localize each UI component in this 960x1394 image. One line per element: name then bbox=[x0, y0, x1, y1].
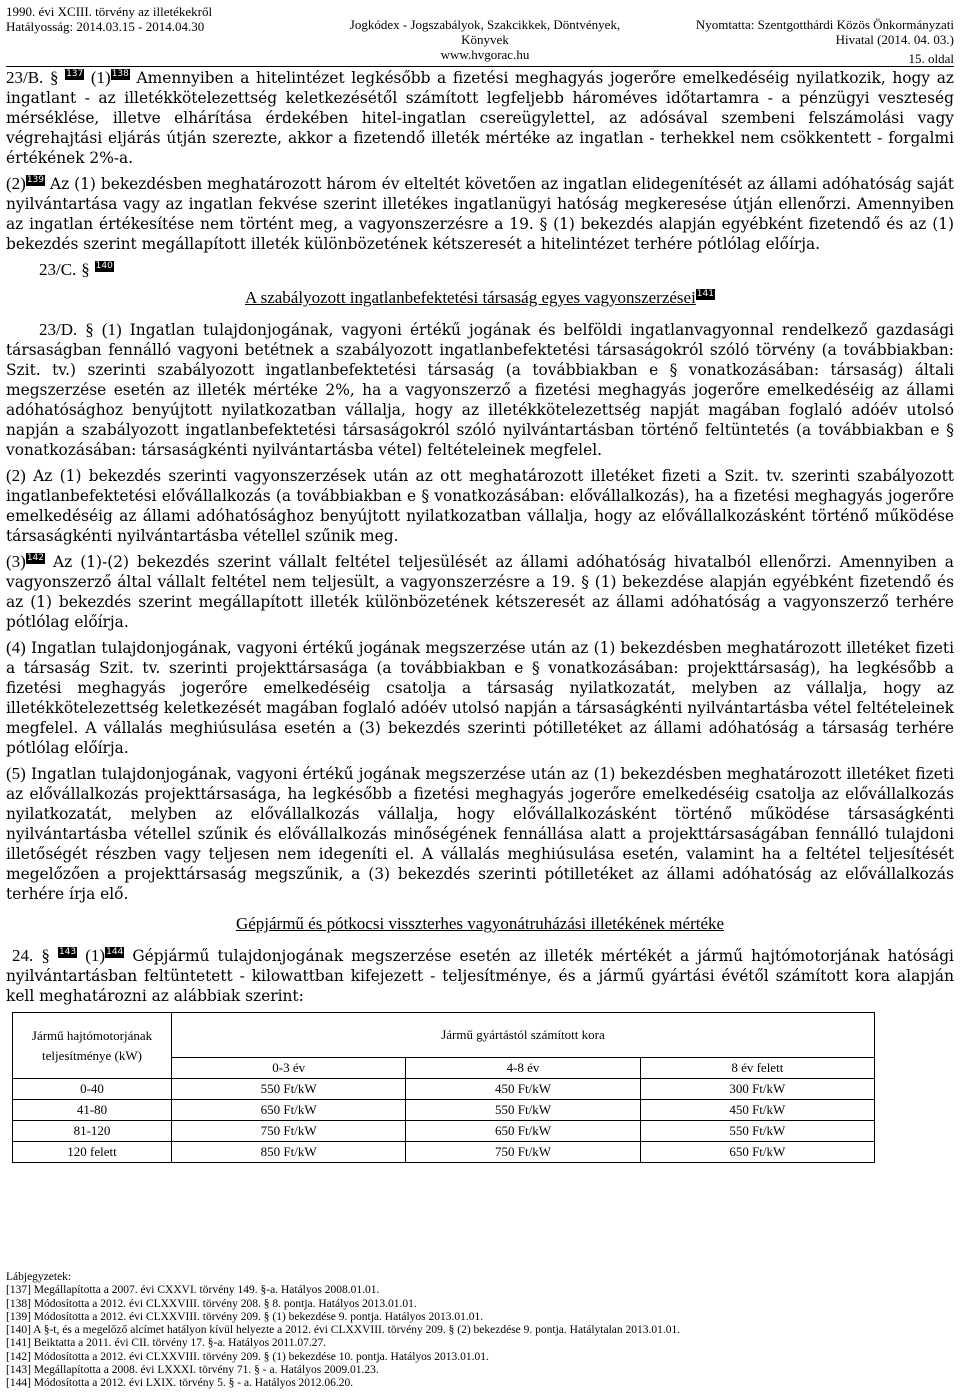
paragraph-number: (3) bbox=[6, 552, 26, 571]
footnote-item: [137] Megállapította a 2007. évi CXXVI. törvény 149. §-a. Hatályos 2008.01.01. bbox=[6, 1284, 380, 1297]
paragraph-text: Az (1)-(2) bekezdés szerint vállalt feltétel teljesülését az állami adóhatóság hivatalból ellenőrzi. Amennyiben a vagyonszerző által vállalt feltétel nem teljesült, a vagyonszerzésre a 19. § (1) bekezdése alapján egyébként fizetendő és az (1) bekezdés szerint megállapított illeték különbözetének kétszeresét az állami adóhatóság a vagyonszerző terhére pótlólag előírja. bbox=[6, 553, 954, 631]
table-cell: 81-120 bbox=[13, 1121, 172, 1142]
paragraph-number: (1) bbox=[85, 946, 106, 965]
table-cell: 650 Ft/kW bbox=[406, 1121, 640, 1142]
paragraph-23b-1 bbox=[6, 68, 954, 168]
subtitle-text: A szabályozott ingatlanbefektetési társaság egyes vagyonszerzései bbox=[245, 288, 696, 307]
document-body bbox=[6, 68, 954, 1163]
footnote-item: [142] Módosította a 2012. évi CLXXVIII. törvény 209. § (1) bekezdése 10. pontja. Hatályos 2013.01.01. bbox=[6, 1350, 489, 1363]
table-row bbox=[13, 1142, 875, 1163]
paragraph-23d-3 bbox=[6, 552, 954, 632]
footnote-item: [141] Beiktatta a 2011. évi CII. törvény 17. §-a. Hatályos 2011.07.27. bbox=[6, 1337, 327, 1350]
table-cell: 850 Ft/kW bbox=[172, 1142, 406, 1163]
paragraph-text: Ingatlan tulajdonjogának, vagyoni értékű jogának és belföldi ingatlanvagyonnal rendelkező gazdasági társaságban fennálló vagyoni betétnek a szabályozott ingatlanbefektetési társaságokról szóló törvény (a továbbiakban: Szit. tv.) szerinti szabályozott ingatlanbefektetési társaság (a továbbiakban e § vonatkozásában: társaság) általi megszerzése esetén az illeték mértéke 2%, ha a vagyonszerző a fizetési meghagyás jogerőre emelkedéséig az állami adóhatósághoz benyújtott nyilatkozatban vállalja, hogy az illetékkötelezettség napját magában foglaló adóév utolsó napján a szabályozott ingatlanbefektetési társaságokról szóló nyilvántartásban történő feltüntetés (a továbbiakban e § vonatkozásában: társaságkénti nyilvántartásba vétel) feltételeinek megfelel. bbox=[6, 321, 954, 459]
header-rule bbox=[6, 66, 954, 67]
table-cell: 650 Ft/kW bbox=[172, 1100, 406, 1121]
paragraph-text: Gépjármű tulajdonjogának megszerzése esetén az illeték mértékét a jármű hajtómotorjának hatósági nyilvántartásban feltüntetett - kilowattban kifejezett - teljesítménye, és a jármű gyártási évétől számított kora alapján kell meghatározni az alábbiak szerint: bbox=[6, 947, 954, 1005]
subtitle-24: Gépjármű és pótkocsi visszterhes vagyonátruházási illetékének mértéke bbox=[235, 914, 725, 933]
paragraph-23d-5 bbox=[6, 764, 954, 904]
table-cell: 0-40 bbox=[13, 1079, 172, 1100]
footnote-item: [139] Módosította a 2012. évi CLXXVIII. törvény 209. § (1) bekezdése 9. pontja. Hatályos 2013.01.01. bbox=[6, 1310, 484, 1323]
section-number: 24. bbox=[12, 946, 34, 965]
paragraph-text: Ingatlan tulajdonjogának, vagyoni értékű jogának megszerzése után az (1) bekezdésben meghatározott illetéket fizeti az elővállalkozás projekttársasága, ha legkésőbb a fizetési meghagyás jogerőre emelkedéséig csatolja az elővállalkozás nyilatkozatát, melyben az elővállalkozás vállalja, hogy elővállalkozásként történő működése társaságkénti nyilvántartásba vétellel szűnik és elővállalkozás minőségének fennállása alatt a projekttársaságában fennálló tulajdoni illetőségét részben vagy teljesen nem idegeníti el. A vállalás meghiúsulása esetén, valamint ha a feltétel teljesítését megelőzően a projekttársaság megszűnik, a (3) bekezdés szerinti pótilletéket az állami adóhatóság az elővállalkozás terhére írja elő. bbox=[6, 765, 954, 903]
section-sign: § bbox=[85, 320, 94, 339]
footnote-ref[interactable]: 140 bbox=[95, 261, 113, 271]
table-cell: 750 Ft/kW bbox=[172, 1121, 406, 1142]
table-cell: 300 Ft/kW bbox=[640, 1079, 874, 1100]
subtitle-23c bbox=[6, 288, 954, 308]
power-column-header: Jármű hajtómotorjának teljesítménye (kW) bbox=[13, 1013, 172, 1079]
table-cell: 41-80 bbox=[13, 1100, 172, 1121]
table-header-row bbox=[13, 1013, 875, 1058]
footnote-ref[interactable]: 142 bbox=[26, 553, 45, 563]
fee-table bbox=[12, 1012, 875, 1163]
printed-by: Hivatal (2014. 04. 03.) bbox=[835, 32, 954, 47]
footnote-ref[interactable]: 138 bbox=[111, 69, 129, 79]
paragraph-number: (4) bbox=[6, 638, 26, 657]
paragraph-number: (2) bbox=[6, 174, 26, 193]
age-group-header: Jármű gyártástól számított kora bbox=[172, 1013, 875, 1058]
footnotes-label: Lábjegyzetek: bbox=[6, 1271, 72, 1283]
validity: Hatályosság: 2014.03.15 - 2014.04.30 bbox=[6, 19, 205, 34]
footnote-ref[interactable]: 143 bbox=[58, 947, 77, 957]
header-right bbox=[696, 17, 954, 47]
footnotes bbox=[6, 1271, 946, 1391]
paragraph-number: (2) bbox=[6, 466, 26, 485]
paragraph-text: Ingatlan tulajdonjogának, vagyoni értékű jogának megszerzése után az (1) bekezdésben meghatározott illetéket fizeti a társaság Szit. tv. szerinti projekttársasága (a továbbiakban e § vonatkozásában: projekttársaság), ha legkésőbb a fizetési meghagyás jogerőre emelkedéséig csatolja a társaság nyilatkozatát, melyben az vállalja, hogy az illetékkötelezettség keletkezését magában foglaló adóév utolsó napján a társaságkénti nyilvántartásba vétel feltételeinek megfelel. A vállalás meghiúsulása esetén a (3) bekezdés szerinti pótilletéket az állami adóhatóság a társaság terhére pótlólag előírja. bbox=[6, 639, 954, 757]
paragraph-23d-2 bbox=[6, 466, 954, 546]
printed-by: Nyomtatta: Szentgotthárdi Közös Önkormányzati bbox=[695, 17, 954, 32]
table-row bbox=[13, 1100, 875, 1121]
source-link[interactable]: www.hvgorac.hu bbox=[440, 47, 530, 62]
table-row bbox=[13, 1079, 875, 1100]
section-number: 23/D. bbox=[39, 320, 78, 339]
age-column-header: 0-3 év bbox=[172, 1058, 406, 1079]
table-cell: 550 Ft/kW bbox=[640, 1121, 874, 1142]
table-cell: 750 Ft/kW bbox=[406, 1142, 640, 1163]
paragraph-number: (5) bbox=[6, 764, 26, 783]
footnote-item: [140] A §-t, és a megelőző alcímet hatályon kívül helyezte a 2012. évi CLXXVIII. törvény 209. § (2) bekezdése 9. pontja. Hatálytalan 2013.01.01. bbox=[6, 1324, 681, 1337]
source-line: Jogkódex - Jogszabályok, Szakcikkek, Döntvények, bbox=[349, 17, 621, 32]
footnote-ref[interactable]: 144 bbox=[106, 947, 124, 957]
footnote-item: [143] Megállapította a 2008. évi LXXXI. törvény 71. § - a. Hatályos 2009.01.23. bbox=[6, 1364, 379, 1377]
page-header bbox=[0, 0, 960, 66]
paragraph-number: (1) bbox=[90, 68, 111, 87]
paragraph-23b-2 bbox=[6, 174, 954, 254]
section-23c bbox=[39, 260, 954, 280]
table-cell: 550 Ft/kW bbox=[406, 1100, 640, 1121]
footnote-item: [138] Módosította a 2012. évi CLXXVIII. törvény 208. § 8. pontja. Hatályos 2013.01.01. bbox=[6, 1297, 417, 1310]
table-cell: 550 Ft/kW bbox=[172, 1079, 406, 1100]
paragraph-23d-4 bbox=[6, 638, 954, 758]
paragraph-text: Az (1) bekezdésben meghatározott három év elteltét követően az ingatlan elidegenítését az állami adóhatóság saját nyilvántartása vagy az ingatlan fekvése szerint illetékes ingatlanügyi hatóság megkeresése útján ellenőrzi. Amennyiben az ingatlan értékesítése nem történt meg, a vagyonszerzésre a 19. § (1) bekezdés alapján egyébként fizetendő és az (1) bekezdés szerint megállapított illeték különbözetének kétszeresét a hitelintézet terhére pótlólag előírja. bbox=[6, 175, 954, 253]
paragraph-24-1 bbox=[6, 946, 954, 1006]
age-column-header: 4-8 év bbox=[406, 1058, 640, 1079]
footnote-item: [144] Módosította a 2012. évi LXIX. törvény 5. § - a. Hatályos 2012.06.20. bbox=[6, 1377, 354, 1390]
header-left bbox=[6, 4, 212, 34]
page-number: 15. oldal bbox=[908, 51, 954, 66]
header-center bbox=[340, 17, 630, 62]
law-title: 1990. évi XCIII. törvény az illetékekről bbox=[6, 4, 213, 19]
table-cell: 450 Ft/kW bbox=[406, 1079, 640, 1100]
section-sign: § bbox=[49, 68, 59, 87]
section-number: 23/B. bbox=[6, 68, 44, 87]
paragraph-23d-1 bbox=[6, 320, 954, 460]
section-number: 23/C. bbox=[39, 260, 77, 279]
footnote-ref[interactable]: 141 bbox=[696, 289, 714, 299]
source-line: Könyvek bbox=[461, 32, 509, 47]
table-cell: 650 Ft/kW bbox=[640, 1142, 874, 1163]
paragraph-text: Az (1) bekezdés szerinti vagyonszerzések után az ott meghatározott illetéket fizeti a Szit. tv. szerinti szabályozott ingatlanbefektetési elővállalkozás (a továbbiakban e § vonatkozásában: elővállalkozás), ha a fizetési meghagyás jogerőre emelkedéséig az állami adóhatósághoz benyújtott nyilatkozatban vállalja, hogy az elővállalkozásként történő működése társaságkénti nyilvántartásba vétellel szűnik meg. bbox=[6, 467, 954, 545]
paragraph-number: (1) bbox=[101, 320, 122, 339]
paragraph-text: Amennyiben a hitelintézet legkésőbb a fizetési meghagyás jogerőre emelkedéséig nyilatkozik, hogy az ingatlant - az illetékkötelezettség keletkezésétől számított legfeljebb hároméves időtartamra - a pénzügyi veszteség mérséklése, illetve elhárítása érdekében hitel-ingatlan csereügylettel, az adósával szembeni felszámolási vagy végrehajtási eljárás útján szerezte, akkor a fizetendő illeték mértéke az ingatlan - terhekkel nem csökkentett - forgalmi értékének 2%-a. bbox=[6, 69, 954, 167]
age-column-header: 8 év felett bbox=[640, 1058, 874, 1079]
section-sign: § bbox=[81, 260, 90, 279]
section-sign: § bbox=[41, 946, 50, 965]
footnote-ref[interactable]: 139 bbox=[26, 175, 45, 185]
table-row bbox=[13, 1121, 875, 1142]
table-cell: 450 Ft/kW bbox=[640, 1100, 874, 1121]
table-cell: 120 felett bbox=[13, 1142, 172, 1163]
footnote-ref[interactable]: 137 bbox=[66, 69, 84, 79]
